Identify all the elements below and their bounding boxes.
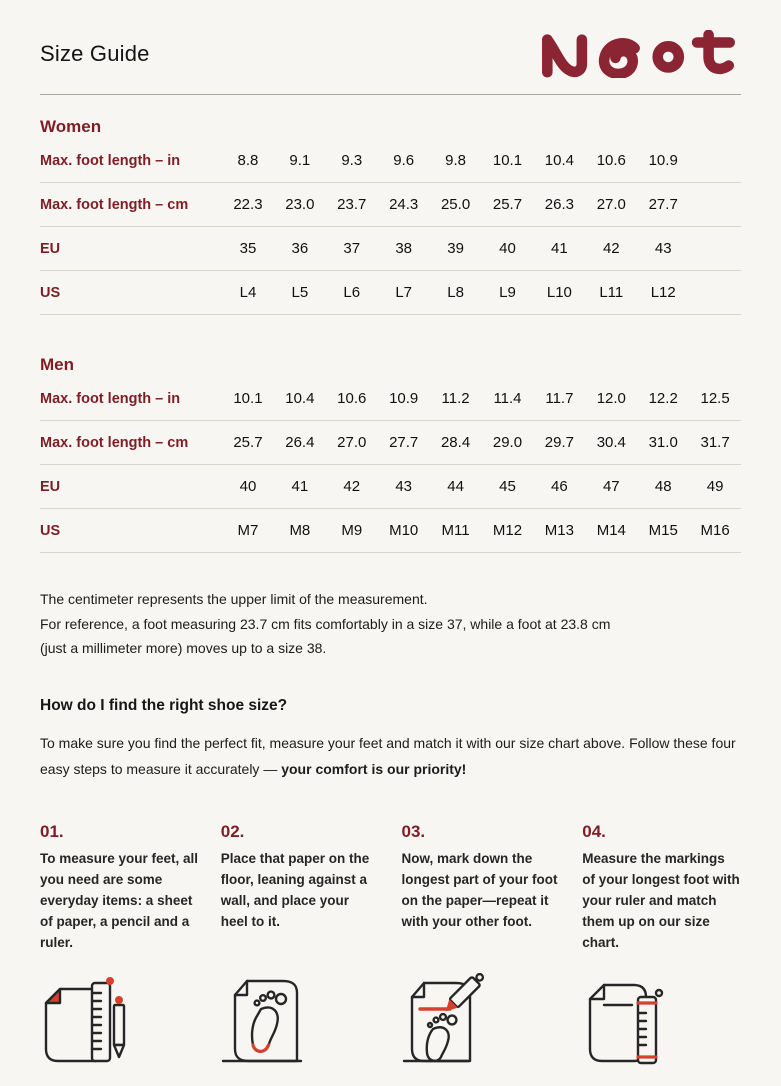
size-value: 46	[551, 478, 568, 495]
steps-grid	[40, 822, 741, 953]
size-value: 37	[343, 240, 361, 257]
size-value: 8.8	[237, 152, 259, 169]
size-value: 10.6	[596, 152, 626, 169]
size-value: 29.7	[544, 434, 574, 451]
size-value: L6	[343, 284, 361, 301]
size-row	[40, 421, 741, 465]
size-value: 23.0	[285, 196, 315, 213]
row-label: Max. foot length – in	[40, 152, 181, 169]
size-value: M16	[700, 522, 730, 539]
size-value: 10.4	[544, 152, 574, 169]
size-value: M7	[237, 522, 259, 539]
size-value: 12.0	[596, 390, 626, 407]
size-row	[40, 271, 741, 315]
size-value: 42	[602, 240, 620, 257]
size-value: 27.0	[337, 434, 367, 451]
size-value: 27.7	[648, 196, 678, 213]
row-label: Max. foot length – in	[40, 390, 181, 407]
size-value: 9.3	[341, 152, 363, 169]
size-value: 40	[239, 478, 257, 495]
size-value: 40	[499, 240, 516, 257]
size-value: 10.9	[389, 390, 419, 407]
row-label: EU	[40, 478, 61, 495]
row-label: Max. foot length – cm	[40, 196, 189, 213]
row-label: US	[40, 284, 61, 301]
size-value: L10	[546, 284, 572, 301]
step-text: Now, mark down the longest part of your foot on the paper—repeat it with your other foot.	[401, 850, 558, 929]
step-1	[40, 822, 199, 953]
size-value: 29.0	[492, 434, 523, 451]
size-value: 10.6	[337, 390, 367, 407]
size-value: 25.7	[492, 196, 523, 213]
size-row	[40, 227, 741, 271]
size-value: 10.9	[648, 152, 678, 169]
size-value: L7	[395, 284, 413, 301]
size-value: 39	[447, 240, 464, 257]
size-value: 41	[291, 478, 309, 495]
size-value: 47	[602, 478, 620, 495]
size-value: 9.6	[393, 152, 415, 169]
size-value: 10.1	[233, 390, 263, 407]
measurement-notes	[40, 587, 741, 661]
size-value: L12	[650, 284, 676, 301]
step-text: Measure the markings of your longest foot with your ruler and match them up on our size chart.	[582, 850, 740, 950]
row-label: Max. foot length – cm	[40, 434, 189, 451]
size-value: L8	[447, 284, 464, 301]
size-value: 12.5	[700, 390, 730, 407]
step-number: 01.	[40, 821, 64, 841]
paper-footprint-wall-icon	[221, 973, 380, 1065]
size-row	[40, 509, 741, 553]
size-value: 11.4	[493, 390, 522, 407]
size-value: 11.2	[441, 390, 470, 407]
size-value: 31.0	[648, 434, 678, 451]
size-value: 26.3	[544, 196, 574, 213]
mark-foot-pencil-icon	[402, 973, 561, 1065]
step-number: 03.	[401, 821, 426, 841]
size-value: 10.1	[492, 152, 523, 169]
note-line: For reference, a foot measuring 23.7 cm fits comfortably in a size 37, while a foot at 23.8 cm	[40, 615, 611, 632]
size-value: 27.0	[596, 196, 626, 213]
men-section-heading: Men	[40, 355, 74, 374]
size-value: M15	[648, 522, 678, 539]
howto-heading: How do I find the right shoe size?	[40, 696, 288, 714]
size-row	[40, 139, 741, 183]
size-value: M14	[596, 522, 626, 539]
men-size-table	[40, 377, 741, 553]
size-value: 27.7	[389, 434, 419, 451]
paper-ruler-pencil-icon	[40, 973, 199, 1065]
size-value: 43	[654, 240, 672, 257]
size-value: 9.8	[445, 152, 466, 169]
size-value: 10.4	[285, 390, 315, 407]
size-value: L5	[291, 284, 309, 301]
size-value: 45	[499, 478, 516, 495]
size-value: 24.3	[389, 196, 419, 213]
note-line: (just a millimeter more) moves up to a size 38.	[40, 640, 327, 656]
size-value: L11	[599, 284, 624, 301]
step-text: To measure your feet, all you need are some everyday items: a sheet of paper, a pencil and a ruler.	[40, 850, 199, 950]
row-label: US	[40, 522, 61, 539]
size-value: M13	[544, 522, 574, 539]
step-number: 04.	[582, 821, 606, 841]
size-value: 11.7	[545, 390, 574, 407]
howto-body-bold: your comfort is our priority!	[281, 760, 467, 777]
step-2	[221, 822, 380, 953]
size-value: L4	[239, 284, 257, 301]
women-size-table	[40, 139, 741, 315]
size-row	[40, 183, 741, 227]
step-text: Place that paper on the floor, leaning against a wall, and place your heel to it.	[220, 850, 370, 929]
size-value: M12	[492, 522, 523, 539]
size-value: 22.3	[233, 196, 263, 213]
size-row	[40, 377, 741, 421]
size-value: M11	[441, 522, 470, 539]
step-3	[402, 822, 561, 953]
size-value: 26.4	[285, 434, 315, 451]
size-value: 44	[447, 478, 464, 495]
header	[40, 0, 741, 95]
size-value: 48	[654, 478, 672, 495]
naot-logo-icon	[536, 30, 741, 78]
size-value: M10	[389, 522, 419, 539]
page-title: Size Guide	[40, 41, 150, 66]
size-value: 25.7	[233, 434, 263, 451]
size-value: 41	[551, 240, 568, 257]
size-value: 42	[343, 478, 361, 495]
size-value: 9.1	[289, 152, 311, 169]
step-4	[582, 822, 741, 953]
note-line: The centimeter represents the upper limit of the measurement.	[40, 591, 428, 607]
howto-body	[40, 730, 741, 782]
size-value: 30.4	[596, 434, 626, 451]
women-section-heading: Women	[40, 117, 102, 136]
size-value: 25.0	[440, 196, 471, 213]
size-value: L9	[499, 284, 516, 301]
size-value: 12.2	[648, 390, 678, 407]
size-value: 35	[239, 240, 257, 257]
step-number: 02.	[220, 821, 245, 841]
size-value: 31.7	[700, 434, 730, 451]
size-value: 28.4	[440, 434, 471, 451]
step-icons-row	[40, 973, 741, 1065]
howto-body-text: To make sure you find the perfect fit, measure your feet and match it with our size chart above. Follow these four easy steps to measure it accurately —	[40, 734, 736, 777]
measure-markings-ruler-icon	[582, 973, 741, 1065]
size-value: 43	[395, 478, 413, 495]
size-value: 38	[395, 240, 413, 257]
size-value: M9	[341, 522, 363, 539]
size-value: 23.7	[337, 196, 367, 213]
size-value: 36	[291, 240, 309, 257]
size-value: 49	[706, 478, 724, 495]
row-label: EU	[40, 240, 61, 257]
size-row	[40, 465, 741, 509]
size-value: M8	[289, 522, 311, 539]
